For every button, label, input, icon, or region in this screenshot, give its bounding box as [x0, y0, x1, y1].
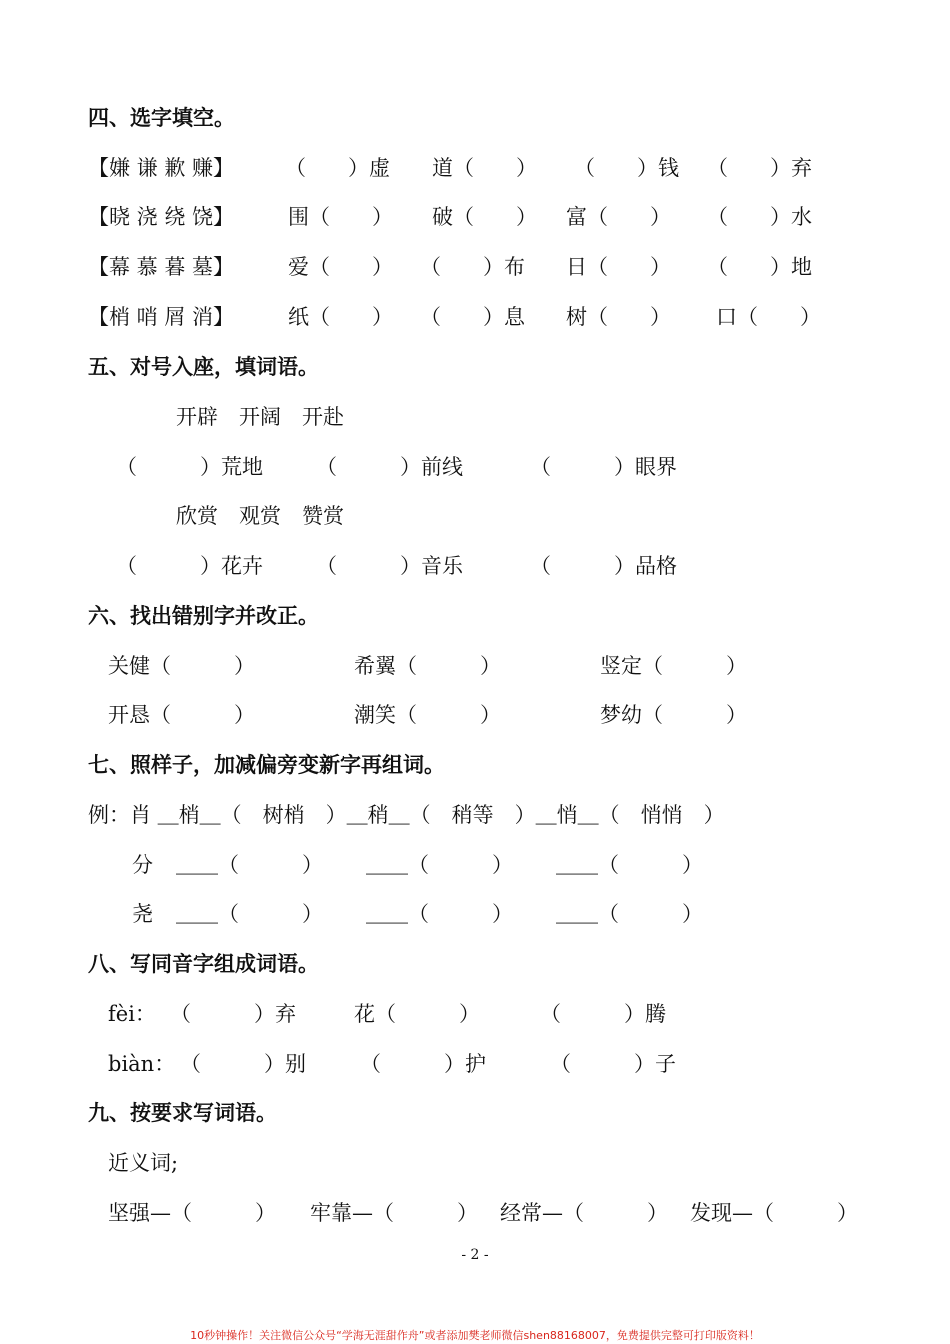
- fill-item: 树（ ）: [566, 305, 671, 329]
- example-line: 例：肖 ＿梢＿（ 树梢 ）＿稍＿（ 稍等 ）＿悄＿（ 悄悄 ）: [88, 803, 725, 827]
- fill-item: 发现—（ ）: [690, 1201, 858, 1225]
- fill-item: （ ）虚: [285, 156, 390, 180]
- char-group: 【幕 慕 暮 墓】: [88, 255, 235, 279]
- footer-notice: 10秒钟操作！关注微信公众号“学海无涯甜作舟”或者添加樊老师微信shen88168007，免费提供完整可打印版资料！: [190, 1329, 760, 1342]
- fill-item: （ ）别: [180, 1052, 306, 1076]
- fill-item: （ ）息: [420, 305, 525, 329]
- fill-item: （ ）布: [420, 255, 525, 279]
- fill-item: （ ）前线: [316, 455, 463, 479]
- fill-item: 经常—（ ）: [500, 1201, 668, 1225]
- word-options: 开辟 开阔 开赴: [176, 405, 344, 429]
- base-char: 尧: [132, 902, 153, 926]
- section-6-title: 六、找出错别字并改正。: [88, 603, 319, 628]
- base-char: 分: [132, 853, 153, 877]
- fill-item: （ ）腾: [540, 1002, 666, 1026]
- fill-item: 富（ ）: [566, 205, 671, 229]
- fill-item: （ ）弃: [170, 1002, 296, 1026]
- fill-item: ＿＿（ ）: [176, 902, 323, 926]
- section-5-title: 五、对号入座，填词语。: [88, 354, 319, 379]
- fill-item: 关健（ ）: [108, 654, 255, 678]
- fill-item: （ ）花卉: [116, 554, 263, 578]
- fill-item: 牢靠—（ ）: [310, 1201, 478, 1225]
- fill-item: ＿＿（ ）: [176, 853, 323, 877]
- fill-item: （ ）品格: [530, 554, 677, 578]
- fill-item: ＿＿（ ）: [366, 902, 513, 926]
- pinyin: biàn：: [108, 1052, 176, 1076]
- fill-item: 围（ ）: [288, 205, 393, 229]
- fill-item: （ ）眼界: [530, 455, 677, 479]
- char-group: 【嫌 谦 歉 赚】: [88, 156, 235, 180]
- pinyin: fèi：: [108, 1002, 156, 1026]
- fill-item: 潮笑（ ）: [354, 703, 501, 727]
- fill-item: ＿＿（ ）: [556, 902, 703, 926]
- fill-item: （ ）弃: [707, 156, 812, 180]
- synonym-label: 近义词;: [108, 1151, 179, 1175]
- word-options: 欣赏 观赏 赞赏: [176, 504, 344, 528]
- fill-item: 开恳（ ）: [108, 703, 255, 727]
- fill-item: （ ）钱: [574, 156, 679, 180]
- fill-item: ＿＿（ ）: [366, 853, 513, 877]
- fill-item: （ ）子: [550, 1052, 676, 1076]
- char-group: 【晓 浇 绕 饶】: [88, 205, 235, 229]
- fill-item: 梦幼（ ）: [600, 703, 747, 727]
- fill-item: 纸（ ）: [288, 305, 393, 329]
- fill-item: （ ）护: [360, 1052, 486, 1076]
- section-7-title: 七、照样子，加减偏旁变新字再组词。: [88, 752, 445, 777]
- fill-item: 花（ ）: [354, 1002, 480, 1026]
- fill-item: （ ）地: [707, 255, 812, 279]
- fill-item: 坚强—（ ）: [108, 1201, 276, 1225]
- fill-item: 希翼（ ）: [354, 654, 501, 678]
- fill-item: 口（ ）: [716, 305, 821, 329]
- fill-item: 道（ ）: [432, 156, 537, 180]
- fill-item: 破（ ）: [432, 205, 537, 229]
- fill-item: 竖定（ ）: [600, 654, 747, 678]
- fill-item: 日（ ）: [566, 255, 671, 279]
- page-number: - 2 -: [461, 1247, 489, 1263]
- fill-item: 爱（ ）: [288, 255, 393, 279]
- char-group: 【梢 哨 屑 消】: [88, 305, 235, 329]
- fill-item: （ ）水: [707, 205, 812, 229]
- fill-item: （ ）荒地: [116, 455, 263, 479]
- section-4-title: 四、选字填空。: [88, 105, 235, 130]
- fill-item: ＿＿（ ）: [556, 853, 703, 877]
- fill-item: （ ）音乐: [316, 554, 463, 578]
- section-9-title: 九、按要求写词语。: [88, 1100, 277, 1125]
- section-8-title: 八、写同音字组成词语。: [88, 951, 319, 976]
